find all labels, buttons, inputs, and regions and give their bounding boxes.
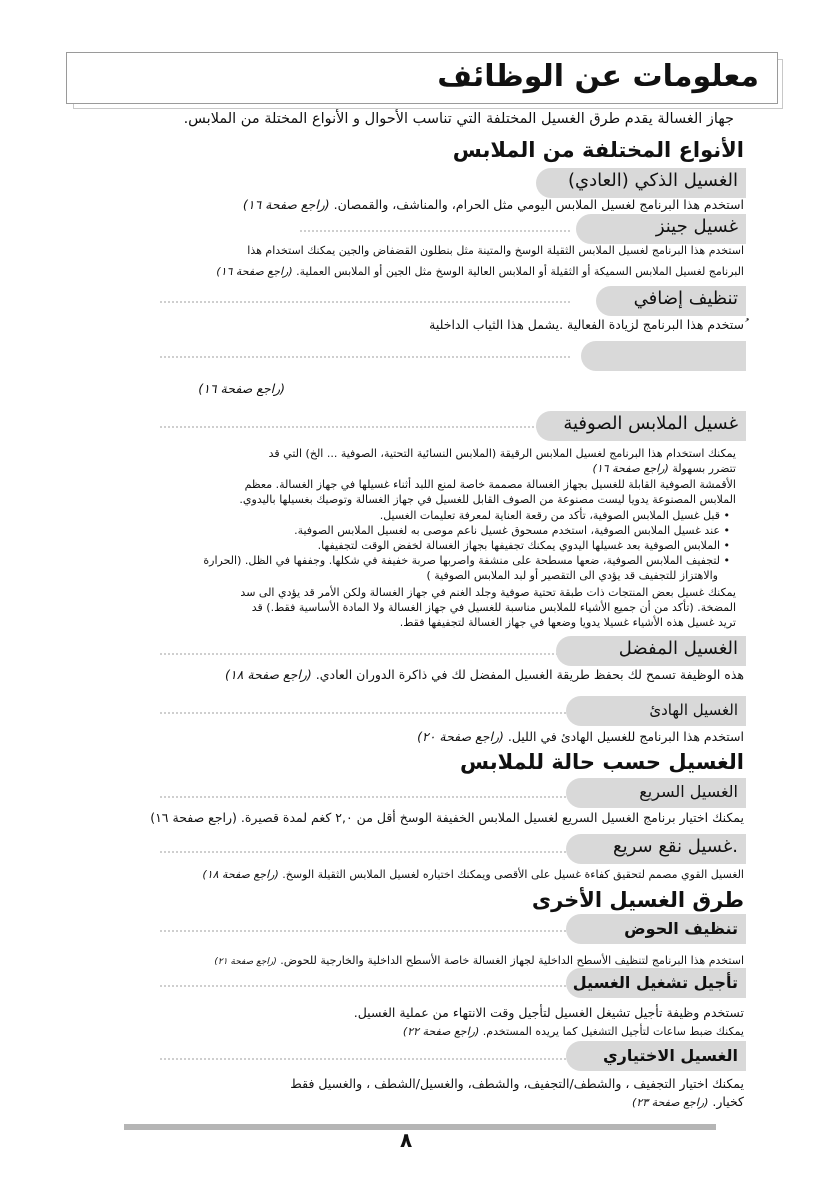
- heading-jeans: غسيل جينز: [576, 214, 746, 244]
- heading-wool: غسيل الملابس الصوفية: [536, 411, 746, 441]
- section-clothes-types: الأنواع المختلفة من الملابس: [452, 138, 744, 162]
- wool-p2a: الأقمشة الصوفية القابلة للغسيل بجهاز الغسالة مصممة خاصة لمنع اللبد أثناء غسيلها في جهاز الغسالة. معظم: [244, 478, 736, 491]
- heading-favorite: الغسيل المفضل: [556, 636, 746, 666]
- divider: [160, 930, 570, 932]
- wool-bullet-1: • قبل غسيل الملابس الصوفية، تأكد من رقعة العناية لمعرفة تعليمات الغسيل.: [379, 509, 730, 522]
- divider: [160, 426, 570, 428]
- wool-p3a: يمكنك غسيل بعض المنتجات ذات طبقة تحتية صوفية وجلد الغنم في جهاز الغسالة ولكن الأمر قد يؤدي الى سد: [240, 586, 736, 599]
- divider: [160, 851, 570, 853]
- divider: [160, 796, 570, 798]
- delay-text-1: تستخدم وظيفة تأجيل تشيغل الغسيل لتأجيل وقت الانتهاء من عملية الغسيل.: [353, 1005, 744, 1020]
- blank-ref: (راجع صفحة ١٦): [198, 381, 285, 396]
- divider: [160, 356, 570, 358]
- divider: [160, 653, 570, 655]
- wool-bullet-4b: والاهتزاز للتجفيف قد يؤدي الى التقصير أو لبد الملابس الصوفية ): [426, 569, 718, 582]
- heading-blank: [581, 341, 746, 371]
- smart-wash-text: استخدم هذا البرنامج لغسيل الملابس اليومي مثل الحرام، والمناشف، والقمصان. (راجع صفحة ١٦): [242, 197, 744, 212]
- page-title: معلومات عن الوظائف: [437, 59, 759, 94]
- title-box: [66, 52, 778, 104]
- divider: [160, 1058, 570, 1060]
- wool-bullet-3: • الملابس الصوفية بعد غسيلها اليدوي يمكنك تجفيفها بجهاز الغسالة لخفض الوقت لتجفيفها.: [317, 539, 730, 552]
- page-number: ٨: [400, 1128, 413, 1152]
- optional-text-2: كخيار. (راجع صفحة ٢٣): [632, 1094, 744, 1109]
- tub-text: استخدم هذا البرنامج لتنظيف الأسطح الداخلية لجهاز الغسالة خاصة الأسطح الداخلية والخارجية للحوض. (راجع صفحة ٢١): [214, 954, 744, 967]
- wool-p1a: يمكنك استخدام هذا البرنامج لغسيل الملابس الرقيقة (الملابس النسائية التحتية، الصوفية ... الخ) التي قد: [268, 447, 736, 460]
- jeans-text-2: البرنامج لغسيل الملابس السميكة أو الثقيلة أو الملابس العالية الوسخ مثل الجين أو الملابس العملية. (راجع صفحة ١٦): [216, 265, 744, 278]
- heading-delay: تأجيل تشغيل الغسيل: [566, 968, 746, 998]
- wool-p3c: تريد غسيل هذه الأشياء غسيلا يدويا وضعها في جهاز الغسالة لتجفيفها فقط.: [399, 616, 736, 629]
- fast-text: يمكنك اختيار برنامج الغسيل السريع لغسيل الملابس الخفيفة الوسخ أقل من ٢,٠ كغم لمدة قصيرة. (راجع صفحة ١٦): [150, 810, 744, 825]
- heading-tub-clean: تنظيف الحوض: [566, 914, 746, 944]
- heading-extra-rinse: تنظيف إضافي: [596, 286, 746, 316]
- divider: [300, 230, 570, 232]
- divider: [160, 985, 570, 987]
- wool-p3b: المضخة. (تأكد من أن جميع الأشياء للملابس مناسبة للغسيل في جهاز الغسالة ولا المادة الأساسية فقط.) قد: [251, 601, 736, 614]
- divider: [160, 712, 570, 714]
- favorite-text: هذه الوظيفة تسمح لك بحفظ طريقة الغسيل المفضل لك في ذاكرة الدوران العادي. (راجع صفحة ١٨): [225, 667, 744, 682]
- quiet-text: استخدم هذا البرنامج للغسيل الهادئ في الليل. (راجع صفحة ٢٠): [417, 729, 744, 744]
- heading-soak: .غسيل نقع سريع: [566, 834, 746, 864]
- delay-text-2: يمكنك ضبط ساعات لتأجيل التشغيل كما يريده المستخدم. (راجع صفحة ٢٢): [402, 1025, 744, 1038]
- extra-rinse-text: ُستخدم هذا البرنامج لزيادة الفعالية .يشمل هذا الثياب الداخلية: [429, 317, 744, 332]
- optional-text-1: يمكنك اختيار التجفيف ، والشطف/التجفيف، والشطف، والغسيل/الشطف ، والغسيل فقط: [290, 1076, 744, 1091]
- section-by-condition: الغسيل حسب حالة للملابس: [460, 750, 744, 774]
- heading-optional: الغسيل الاختياري: [566, 1041, 746, 1071]
- wool-p1b: تتضرر بسهولة (راجع صفحة ١٦): [592, 462, 736, 475]
- divider: [160, 301, 570, 303]
- section-other-methods: طرق الغسيل الأخرى: [531, 888, 744, 912]
- intro-text: جهاز الغسالة يقدم طرق الغسيل المختلفة التي تناسب الأحوال و الأنواع المختلة من الملابس.: [183, 111, 734, 127]
- wool-bullet-2: • عند غسيل الملابس الصوفية، استخدم مسحوق غسيل ناعم موصى به لغسيل الملابس الصوفية.: [294, 524, 730, 537]
- wool-bullet-4: • لتجفيف الملابس الصوفية، ضعها مسطحة على منشفة واصربها صربة خفيفة في شكلها. وجففها في الظل. (الحرارة: [203, 554, 730, 567]
- soak-text: الغسيل القوي مصمم لتحقيق كفاءة غسيل على الأقصى ويمكنك اختياره لغسيل الملابس الثقيلة الوسخ. (راجع صفحة ١٨): [202, 868, 744, 881]
- wool-p2b: الملابس المصنوعة يدويا ليست مصنوعة من الصوف القابل للغسيل في جهاز الغسالة وتوصيك بغسيلها باليدوي.: [239, 493, 736, 506]
- footer-rule: [124, 1124, 716, 1130]
- heading-smart-wash: الغسيل الذكي (العادي): [536, 168, 746, 198]
- heading-fast: الغسيل السريع: [566, 778, 746, 808]
- jeans-text-1: استخدم هذا البرنامج لغسيل الملابس الثقيلة الوسخ والمتينة مثل بنطلون القضفاض والجين يمكنك استخدام هذا: [247, 244, 744, 257]
- heading-quiet: الغسيل الهادئ: [566, 696, 746, 726]
